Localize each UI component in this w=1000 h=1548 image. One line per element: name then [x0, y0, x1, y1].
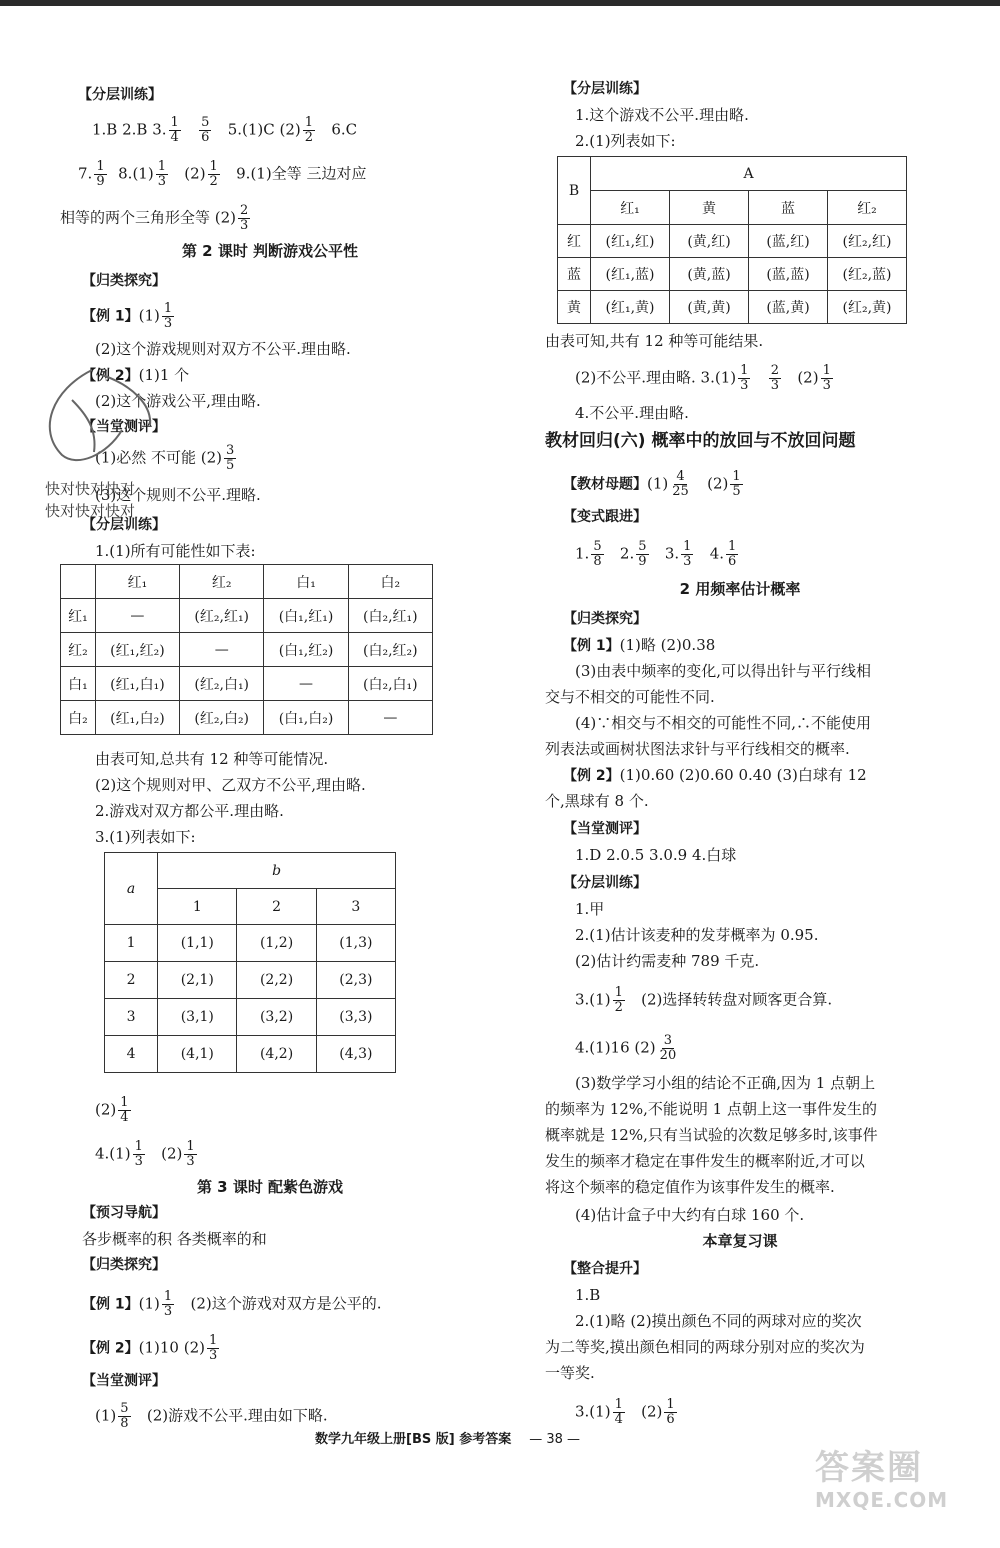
chapter-title: 教材回归(六) 概率中的放回与不放回问题 — [545, 431, 856, 451]
answer-line: 1.B 2.B 3. $\frac{1}{4}$ $\frac{5}{6}$ 5.(1)C (2) $\frac{1}{2}$ 6.C — [92, 115, 358, 145]
section-heading: 【归类探究】 — [563, 611, 647, 627]
answer-line: (2) $\frac{1}{4}$ — [95, 1095, 129, 1125]
section-heading: 【变式跟进】 — [563, 509, 647, 525]
section-heading: 【分层训练】 — [563, 81, 647, 97]
table-row: 4 (4,1) (4,2) (4,3) — [105, 1036, 396, 1073]
answer-line: (2)不公平.理由略. 3.(1) $\frac{1}{3}$ $\frac{2}{3}$ (2) $\frac{1}{3}$ — [575, 363, 831, 393]
table-row: 红₂ (红₁,红₂) — (白₁,红₂) (白₂,红₂) — [61, 633, 433, 667]
answer-line: 概率就是 12%,只有当试验的次数足够多时,该事件 — [545, 1126, 878, 1144]
answer-line: 将这个频率的稳定值作为该事件发生的概率. — [545, 1178, 835, 1196]
answer-line: (1)必然 不可能 (2) $\frac{3}{5}$ — [95, 443, 235, 473]
answer-line: (2)这个规则对甲、乙双方不公平,理由略. — [95, 776, 366, 794]
answer-line: 2.(1)略 (2)摸出颜色不同的两球对应的奖次 — [575, 1312, 862, 1330]
answer-line: (3)这个规则不公平.理略. — [95, 486, 261, 504]
answer-line: 4.不公平.理由略. — [575, 404, 689, 422]
answer-line: 由表可知,共有 12 种等可能结果. — [545, 332, 764, 350]
answer-line: 【教材母题】(1) $\frac{4}{25}$ (2) $\frac{1}{5}$ — [563, 469, 741, 499]
page-number: — 38 — — [529, 1432, 581, 1447]
table-row: 3 (3,1) (3,2) (3,3) — [105, 999, 396, 1036]
answer-line: 一等奖. — [545, 1364, 595, 1382]
watermark-text: MXQE.COM — [815, 1488, 949, 1512]
handwritten-annotation: 快对快对快对 快对快对快对 — [45, 480, 136, 520]
answer-line: 各步概率的积 各类概率的和 — [82, 1230, 267, 1248]
table-row: 蓝 (红₁,蓝) (黄,蓝) (蓝,蓝) (红₂,蓝) — [558, 258, 907, 291]
answer-line: (1) $\frac{5}{8}$ (2)游戏不公平.理由如下略. — [95, 1401, 328, 1431]
answer-line: 相等的两个三角形全等 (2) $\frac{2}{3}$ — [60, 203, 249, 233]
answer-line: (2)这个游戏规则对双方不公平.理由略. — [95, 340, 351, 358]
answer-line: 交与不相交的可能性不同. — [545, 688, 715, 706]
table-row: 红 (红₁,红) (黄,红) (蓝,红) (红₂,红) — [558, 225, 907, 258]
probability-table-3: B A 红₁ 黄 蓝 红₂ 红 (红₁,红) (黄,红) (蓝,红) (红₂,红) 蓝 (红₁,蓝) (黄,蓝) (蓝,蓝) (红₂,蓝) 黄 (红₁,黄) (黄,黄) (蓝,黄) (红₂,黄) — [557, 156, 907, 324]
answer-line: 1.甲 — [575, 900, 605, 918]
watermark-brand: 答案圈 — [815, 1448, 923, 1488]
lesson-title: 第 3 课时 配紫色游戏 — [196, 1178, 344, 1196]
fraction: $\frac{5}{6}$ — [201, 115, 210, 145]
example-line: 【例 1】(1) $\frac{1}{3}$ — [82, 301, 173, 331]
fraction: $\frac{1}{4}$ — [170, 115, 179, 145]
table-row: 红₁ — (红₂,红₁) (白₁,红₁) (白₂,红₁) — [61, 599, 433, 633]
answer-line: 为二等奖,摸出颜色相同的两球分别对应的奖次为 — [545, 1338, 865, 1356]
answer-line: (3)由表中频率的变化,可以得出针与平行线相 — [575, 662, 872, 680]
section-heading: 【分层训练】 — [563, 875, 647, 891]
fraction: $\frac{1}{2}$ — [304, 115, 314, 145]
answer-line: (4)估计盒子中大约有白球 160 个. — [575, 1206, 805, 1224]
answer-line: 的频率为 12%,不能说明 1 点朝上这一事件发生的 — [545, 1100, 877, 1118]
top-rule — [0, 0, 1000, 6]
answer-line: 4.(1) $\frac{1}{3}$ (2) $\frac{1}{3}$ — [95, 1139, 195, 1169]
example-line: 【例 1】(1) $\frac{1}{3}$ (2)这个游戏对双方是公平的. — [82, 1289, 382, 1319]
example-line: 【例 1】(1)略 (2)0.38 — [563, 636, 716, 654]
footer-title: 数学九年级上册[BS 版] 参考答案 — [315, 1432, 512, 1447]
answer-line: 4.(1)16 (2) $\frac{3}{20}$ — [575, 1033, 677, 1063]
answer-line: 1. $\frac{5}{8}$ 2. $\frac{5}{9}$ 3. $\frac{1}{3}$ 4. $\frac{1}{6}$ — [575, 539, 737, 569]
answer-line: 列表法或画树状图法求针与平行线相交的概率. — [545, 740, 850, 758]
table-row: 1 (1,1) (1,2) (1,3) — [105, 925, 396, 962]
answer-line: 1.D 2.0.5 3.0.9 4.白球 — [575, 846, 737, 864]
answer-line: 3.(1)列表如下: — [95, 828, 196, 846]
answer-line: (2)估计约需麦种 789 千克. — [575, 952, 760, 970]
probability-table-2: a b 1 2 3 1 (1,1) (1,2) (1,3) 2 (2,1) (2,2) (2,3) 3 (3,1) (3,2) (3,3) 4 (4,1) (4,2) (4,3) — [104, 852, 396, 1073]
table-row: 白₂ (红₁,白₂) (红₂,白₂) (白₁,白₂) — — [61, 701, 433, 735]
lesson-title: 第 2 课时 判断游戏公平性 — [181, 242, 359, 260]
section-heading: 【整合提升】 — [563, 1261, 647, 1277]
section-heading: 【分层训练】 — [82, 517, 166, 533]
answer-line: 个,黑球有 8 个. — [545, 792, 649, 810]
answer-line: 发生的频率才稳定在事件发生的概率附近,才可以 — [545, 1152, 865, 1170]
page-footer — [315, 1428, 580, 1447]
answer-line: (4)∵相交与不相交的可能性不同,∴不能使用 — [575, 714, 872, 732]
pen-scribble — [32, 360, 172, 470]
table-row: 黄 (红₁,黄) (黄,黄) (蓝,黄) (红₂,黄) — [558, 291, 907, 324]
example-line: 【例 2】(1)10 (2) $\frac{1}{3}$ — [82, 1333, 218, 1363]
answer-line: 1.这个游戏不公平.理由略. — [575, 106, 749, 124]
answer-line: 2.游戏对双方都公平.理由略. — [95, 802, 284, 820]
section-heading: 【当堂测评】 — [82, 1373, 166, 1389]
answer-line: 由表可知,总共有 12 种等可能情况. — [95, 750, 329, 768]
section-heading: 【归类探究】 — [82, 273, 166, 289]
answer-line: (2)这个游戏公平,理由略. — [95, 392, 261, 410]
section-heading: 【预习导航】 — [82, 1205, 166, 1221]
answer-line: 3.(1) $\frac{1}{2}$ (2)选择转转盘对顾客更合算. — [575, 985, 833, 1015]
probability-table-1: 红₁ 红₂ 白₁ 白₂ 红₁ — (红₂,红₁) (白₁,红₁) (白₂,红₁) 红₂ (红₁,红₂) — (白₁,红₂) (白₂,红₂) 白₁ (红₁,白₁) (红₂,白₁) — (白₂,白₁) 白₂ (红₁,白₂) (红₂,白₂) (白₁,白₂) — — [60, 564, 433, 735]
example-line: 【例 2】(1)1 个 — [82, 366, 190, 384]
review-title: 本章复习课 — [702, 1232, 778, 1250]
answer-line: 1.B — [575, 1286, 601, 1304]
table-row: 2 (2,1) (2,2) (2,3) — [105, 962, 396, 999]
answer-line: 1.(1)所有可能性如下表: — [95, 542, 256, 560]
table-row: 白₁ (红₁,白₁) (红₂,白₁) — (白₂,白₁) — [61, 667, 433, 701]
example-line: 【例 2】(1)0.60 (2)0.60 0.40 (3)白球有 12 — [563, 766, 867, 784]
section-heading: 【当堂测评】 — [563, 821, 647, 837]
section-heading: 【当堂测评】 — [82, 419, 166, 435]
lesson-title: 2 用频率估计概率 — [679, 580, 801, 598]
answer-line: 2.(1)列表如下: — [575, 132, 676, 150]
section-heading: 【归类探究】 — [82, 1257, 166, 1273]
answer-line: 2.(1)估计该麦种的发芽概率为 0.95. — [575, 926, 819, 944]
section-heading: 【分层训练】 — [78, 87, 162, 103]
watermark — [815, 1448, 948, 1512]
answer-line: (3)数学学习小组的结论不正确,因为 1 点朝上 — [575, 1074, 876, 1092]
answer-line: 3.(1) $\frac{1}{4}$ (2) $\frac{1}{6}$ — [575, 1397, 675, 1427]
answer-line: 7. $\frac{1}{9}$ 8.(1) $\frac{1}{3}$ (2) $\frac{1}{2}$ 9.(1)全等 三边对应 — [78, 159, 367, 189]
